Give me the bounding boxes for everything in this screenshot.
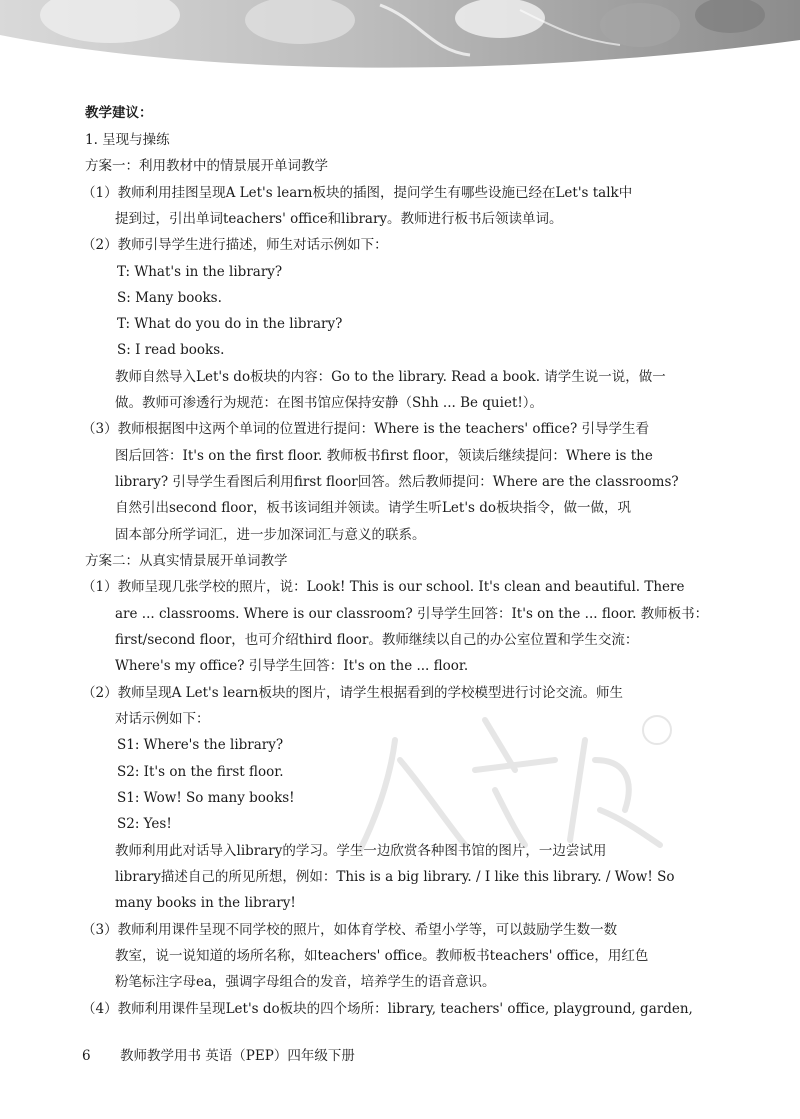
paragraph-line: （1）教师利用挂图呈现A Let's learn板块的插图，提问学生有哪些设施已经在Let's talk中 xyxy=(82,185,633,201)
paragraph-line: （1）教师呈现几张学校的照片，说：Look! This is our school. It's clean and beautiful. There xyxy=(82,579,685,595)
paragraph-line: （4）教师利用课件呈现Let's do板块的四个场所：library, teachers' office, playground, garden, xyxy=(82,1001,693,1017)
paragraph-line: 固本部分所学词汇，进一步加深词汇与意义的联系。 xyxy=(115,527,426,543)
paragraph-line: 自然引出second floor，板书该词组并领读。请学生听Let's do板块指令，做一做，巩 xyxy=(115,500,632,516)
paragraph-line: Where's my office? 引导学生回答：It's on the ... floor. xyxy=(115,658,469,674)
dialogue-line: S2: Yes! xyxy=(117,816,172,832)
book-title: 教师教学用书 英语（PEP）四年级下册 xyxy=(120,1048,355,1064)
dialogue-line: S2: It's on the first floor. xyxy=(117,764,284,780)
paragraph-line: 教师利用此对话导入library的学习。学生一边欣赏各种图书馆的图片，一边尝试用 xyxy=(115,843,607,859)
paragraph-line: many books in the library! xyxy=(115,895,296,911)
paragraph-line: 对话示例如下： xyxy=(115,711,210,727)
page-number: 6 xyxy=(82,1048,91,1064)
dialogue-line: S: I read books. xyxy=(117,342,225,358)
paragraph-line: first/second floor，也可介绍third floor。教师继续以自己的办公室位置和学生交流： xyxy=(115,632,639,648)
plan-title: 方案一：利用教材中的情景展开单词教学 xyxy=(85,158,328,174)
paragraph-line: （2）教师呈现A Let's learn板块的图片，请学生根据看到的学校模型进行讨论交流。师生 xyxy=(82,685,623,701)
section-heading: 教学建议： xyxy=(85,105,153,121)
paragraph-line: 做。教师可渗透行为规范：在图书馆应保持安静（Shh ... Be quiet!）。 xyxy=(115,395,544,411)
dialogue-line: S1: Where's the library? xyxy=(117,737,284,753)
paragraph-line: 教室，说一说知道的场所名称，如teachers' office。教师板书teachers' office，用红色 xyxy=(115,948,649,964)
dialogue-line: T: What's in the library? xyxy=(117,264,283,280)
paragraph-line: are ... classrooms. Where is our classroom? 引导学生回答：It's on the ... floor. 教师板书： xyxy=(115,606,709,622)
dialogue-line: T: What do you do in the library? xyxy=(117,316,343,332)
dialogue-line: S1: Wow! So many books! xyxy=(117,790,295,806)
paragraph-line: 教师自然导入Let's do板块的内容：Go to the library. Read a book. 请学生说一说，做一 xyxy=(115,369,666,385)
paragraph-line: library描述自己的所见所想，例如：This is a big library. / I like this library. / Wow! So xyxy=(115,869,675,885)
section-title: 1. 呈现与操练 xyxy=(85,132,170,148)
dialogue-line: S: Many books. xyxy=(117,290,222,306)
paragraph-line: 提到过，引出单词teachers' office和library。教师进行板书后领读单词。 xyxy=(115,211,563,227)
paragraph-line: library? 引导学生看图后利用first floor回答。然后教师提问：Where are the classrooms? xyxy=(115,474,679,490)
paragraph-line: （2）教师引导学生进行描述，师生对话示例如下： xyxy=(82,237,388,253)
plan-title: 方案二：从真实情景展开单词教学 xyxy=(85,553,288,569)
paragraph-line: （3）教师利用课件呈现不同学校的照片，如体育学校、希望小学等，可以鼓励学生数一数 xyxy=(82,922,618,938)
paragraph-line: （3）教师根据图中这两个单词的位置进行提问：Where is the teachers' office? 引导学生看 xyxy=(82,421,650,437)
paragraph-line: 粉笔标注字母ea，强调字母组合的发音，培养学生的语音意识。 xyxy=(115,974,496,990)
paragraph-line: 图后回答：It's on the first floor. 教师板书first floor，领读后继续提问：Where is the xyxy=(115,448,653,464)
